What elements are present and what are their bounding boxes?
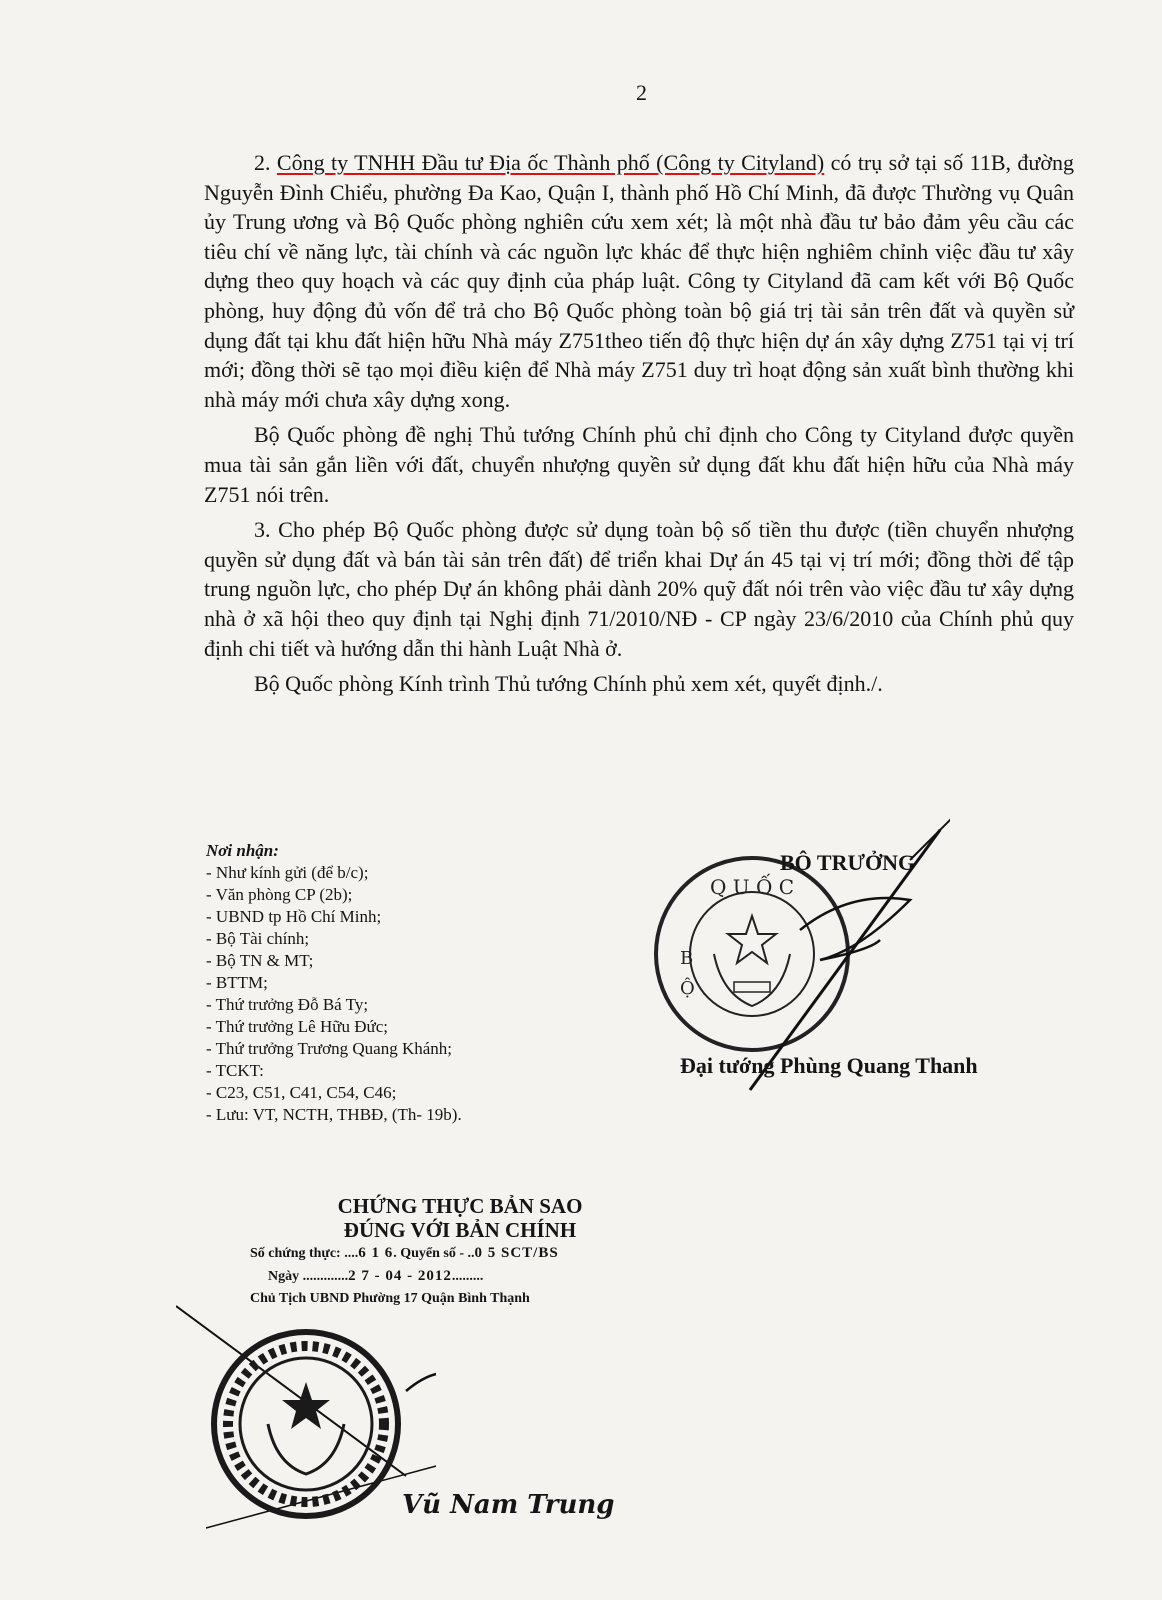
- recipients-list: [206, 840, 462, 1126]
- recipient-item: - Thứ trưởng Lê Hữu Đức;: [206, 1017, 388, 1036]
- ward-seal-icon: [176, 1296, 436, 1556]
- recipient-item: - C23, C51, C41, C54, C46;: [206, 1083, 397, 1102]
- recipients-title: Nơi nhận:: [206, 841, 279, 860]
- recipient-item: - Văn phòng CP (2b);: [206, 885, 353, 904]
- quyen-label: Quyển số -: [400, 1246, 464, 1261]
- paragraph-2: [204, 148, 1074, 414]
- recipient-item: - BTTM;: [206, 973, 268, 992]
- certification-chairman: Chủ Tịch UBND Phường 17 Quận Bình Thạnh: [250, 1291, 530, 1306]
- recipient-item: - UBND tp Hồ Chí Minh;: [206, 907, 382, 926]
- certification-signer: Vũ Nam Trung: [402, 1490, 615, 1520]
- page-number: 2: [636, 80, 647, 105]
- certification-date-line: Ngày .............2 7 - 04 - 2012.........: [268, 1268, 484, 1284]
- certification-heading-1: CHỨNG THỰC BẢN SAO: [337, 1194, 583, 1218]
- so-label: Số chứng thực:: [250, 1246, 341, 1261]
- ngay-value: 2 7 - 04 - 2012: [348, 1268, 452, 1284]
- quyen-value: 0 5 SCT/BS: [474, 1245, 559, 1261]
- company-name-underlined: Công ty TNHH Đầu tư Địa ốc Thành phố (Công ty Cityland): [276, 150, 825, 175]
- signer-title: BỘ TRƯỞNG: [780, 850, 916, 875]
- paragraph-proposal: Bộ Quốc phòng đề nghị Thủ tướng Chính phủ chỉ định cho Công ty Cityland được quyền mua tài sản gắn liền với đất, chuyển nhượng quyền sử dụng đất khu đất hiện hữu của Nhà máy Z751 nói trên.: [204, 422, 1074, 507]
- svg-text:Ộ: Ộ: [680, 978, 695, 999]
- signer-name: Đại tướng Phùng Quang Thanh: [680, 1053, 978, 1078]
- svg-text:B: B: [680, 948, 694, 969]
- recipient-item: - TCKT:: [206, 1061, 264, 1080]
- certification-block: [250, 1194, 670, 1310]
- document-body: [204, 148, 1074, 705]
- certification-heading-2: ĐÚNG VỚI BẢN CHÍNH: [343, 1218, 577, 1242]
- paragraph-2-text: có trụ sở tại số 11B, đường Nguyễn Đình Chiểu, phường Đa Kao, Quận I, thành phố Hồ Chí Minh, đã được Thường vụ Quân ủy Trung ương và Bộ Quốc phòng nghiên cứu xem xét; là một nhà đầu tư bảo đảm yêu cầu các tiêu chí về năng lực, tài chính và các nguồn lực khác để thực hiện nghiêm chỉnh việc đầu tư xây dựng theo quy hoạch và các quy định của pháp luật. Công ty Cityland đã cam kết với Bộ Quốc phòng, huy động đủ vốn để trả cho Bộ Quốc phòng toàn bộ giá trị tài sản trên đất và quyền sử dụng đất tại khu đất hiện hữu Nhà máy Z751theo tiến độ thực hiện dự án xây dựng Z751 tại vị trí mới; đồng thời sẽ tạo mọi điều kiện để Nhà máy Z751 duy trì hoạt động sản xuất bình thường khi nhà máy mới chưa xây dựng xong.: [204, 150, 1074, 412]
- recipient-item: - Bộ Tài chính;: [206, 929, 310, 948]
- certification-number-line: Số chứng thực: ....6 1 6. Quyển số - ..0 5 SCT/BS: [250, 1245, 559, 1261]
- so-value: 6 1 6: [358, 1245, 394, 1261]
- recipient-item: - Lưu: VT, NCTH, THBĐ, (Th- 19b).: [206, 1105, 462, 1124]
- recipient-item: - Thứ trưởng Đỗ Bá Ty;: [206, 995, 369, 1014]
- svg-text:Q U Ố C: Q U Ố C: [709, 875, 795, 899]
- ngay-label: Ngày: [268, 1269, 300, 1284]
- recipient-item: - Bộ TN & MT;: [206, 951, 314, 970]
- paragraph-closing: Bộ Quốc phòng Kính trình Thủ tướng Chính phủ xem xét, quyết định./.: [254, 671, 883, 697]
- paragraph-3: 3. Cho phép Bộ Quốc phòng được sử dụng toàn bộ số tiền thu được (tiền chuyển nhượng quyền sử dụng đất và bán tài sản trên đất) để triển khai Dự án 45 tại vị trí mới; đồng thời để tập trung nguồn lực, cho phép Dự án không phải dành 20% quỹ đất nói trên vào việc đầu tư xây dựng nhà ở xã hội theo quy định tại Nghị định 71/2010/NĐ - CP ngày 23/6/2010 của Chính phủ quy định chi tiết và hướng dẫn thi hành Luật Nhà ở.: [204, 517, 1074, 661]
- recipient-item: - Thứ trưởng Trương Quang Khánh;: [206, 1039, 453, 1058]
- recipient-item: - Như kính gửi (để b/c);: [206, 863, 369, 882]
- item-number: 2.: [254, 150, 277, 175]
